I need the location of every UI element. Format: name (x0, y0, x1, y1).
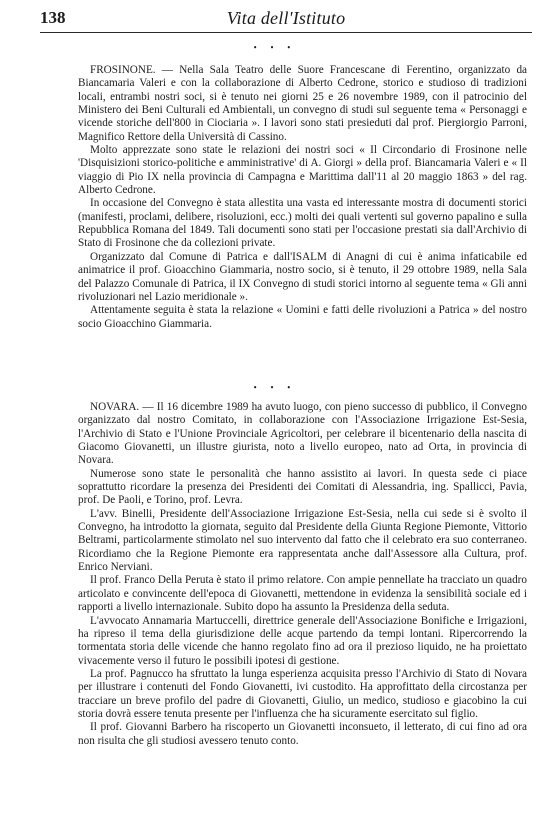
page-header (40, 6, 532, 33)
section-separator: • • • (253, 43, 297, 52)
paragraph: L'avv. Binelli, Presidente dell'Associazione Irrigazione Est-Sesia, nella cui sede si è svolto il Convegno, ha introdotto la giornata, seguito dal Presidente della Giunta Regione Piemonte, Vittorio Beltrami, particolarmente stimolato nel suo intervento dal fatto che il celebrato era suo conterraneo. Ricordiamo che la Regione Piemonte era rappresentata anche dall'Assessore alla Cultura, prof. Enrico Nerviani. (78, 507, 527, 574)
section-novara (78, 401, 527, 748)
paragraph: Organizzato dal Comune di Patrica e dall'ISALM di Anagni di cui è anima infaticabile ed animatrice il prof. Gioacchino Giammaria, nostro socio, si è tenuto, il 29 ottobre 1989, nella Sala del Palazzo Comunale di Patrica, il IX Convegno di studi storici intorno al seguente tema « Gli anni rivoluzionari nel Lazio meridionale ». (78, 250, 527, 303)
section-separator: • • • (253, 383, 297, 392)
paragraph: FROSINONE. — Nella Sala Teatro delle Suore Francescane di Ferentino, organizzato da Biancamaria Valeri e con la collaborazione di Alberto Cedrone, storico e studioso di tradizioni locali, entrambi nostri soci, si è tenuto nei giorni 25 e 26 novembre 1989, con il patrocinio del Ministero dei Beni Culturali ed Ambientali, un convegno di studi sul seguente tema « Personaggi e vicende storiche dell'800 in Ciociaria ». I lavori sono stati presieduti dal prof. Piergiorgio Parroni, Magnifico Rettore della Università di Cassino. (78, 64, 527, 143)
section-frosinone (78, 64, 527, 331)
page-number: 138 (40, 8, 66, 27)
paragraph: Molto apprezzate sono state le relazioni dei nostri soci « Il Circondario di Frosinone nelle 'Disquisizioni storico-politiche e amministrative' di A. Giorgi » della prof. Biancamaria Valeri e « Il viaggio di Pio IX nella provincia di Campagna e Marittima dall'11 al 20 maggio 1863 » del rag. Alberto Cedrone. (78, 144, 527, 197)
paragraph: L'avvocato Annamaria Martuccelli, direttrice generale dell'Associazione Bonifiche e Irrigazioni, ha ripreso il tema della giurisdizione delle acque partendo da tempi lontani. Ripercorrendo la tormentata storia delle vicende che hanno regolato fino ad ora il prezioso liquido, ne ha proiettato vivacemente verso il futuro le possibili ipotesi di gestione. (78, 614, 527, 667)
running-title: Vita dell'Istituto (226, 8, 346, 28)
paragraph: In occasione del Convegno è stata allestita una vasta ed interessante mostra di documenti storici (manifesti, proclami, delibere, risoluzioni, ecc.) molti dei quali vertenti sul governo papalino e sulla Repubblica Romana del 1849. Tali documenti sono stati per l'occasione prestati sia dall'Archivio di Stato di Frosinone che da collezioni private. (78, 197, 527, 250)
paragraph: Numerose sono state le personalità che hanno assistito ai lavori. In questa sede ci piace soprattutto ricordare la presenza dei Presidenti dei Comitati di Alessandria, ing. Spallicci, Pavia, prof. De Paoli, e Torino, prof. Levra. (78, 467, 527, 507)
paragraph: Il prof. Franco Della Peruta è stato il primo relatore. Con ampie pennellate ha tracciato un quadro articolato e convincente dell'epoca di Giovanetti, mettendone in evidenza la sensibilità sociale ed i rapporti a livello internazionale. Subito dopo ha assunto la Presidenza della seduta. (78, 574, 527, 614)
paragraph: La prof. Pagnucco ha sfruttato la lunga esperienza acquisita presso l'Archivio di Stato di Novara per illustrare i contenuti del Fondo Giovanetti, ivi custodito. Ha approfittato della circostanza per tracciare un breve profilo del padre di Giovanetti, Giulio, un medico, studioso e giacobino la cui storia dovrà essere tenuta presente per l'influenza che ha sicuramente esercitato sul figlio. (78, 667, 527, 720)
paragraph: Il prof. Giovanni Barbero ha riscoperto un Giovanetti inconsueto, il letterato, di cui fino ad ora non risulta che gli studiosi avessero tenuto conto. (78, 721, 527, 747)
paragraph: NOVARA. — Il 16 dicembre 1989 ha avuto luogo, con pieno successo di pubblico, il Convegno organizzato dal nostro Comitato, in collaborazione con l'Associazione Irrigazione Est-Sesia, l'Archivio di Stato e l'Unione Provinciale Agricoltori, per celebrare il bicentenario della nascita di Giacomo Giovanetti, un illustre giurista, noto a livello europeo, nato ad Orta, in provincia di Novara. (78, 401, 527, 467)
paragraph: Attentamente seguita è stata la relazione « Uomini e fatti delle rivoluzioni a Patrica » del nostro socio Gioacchino Giammaria. (78, 304, 527, 330)
